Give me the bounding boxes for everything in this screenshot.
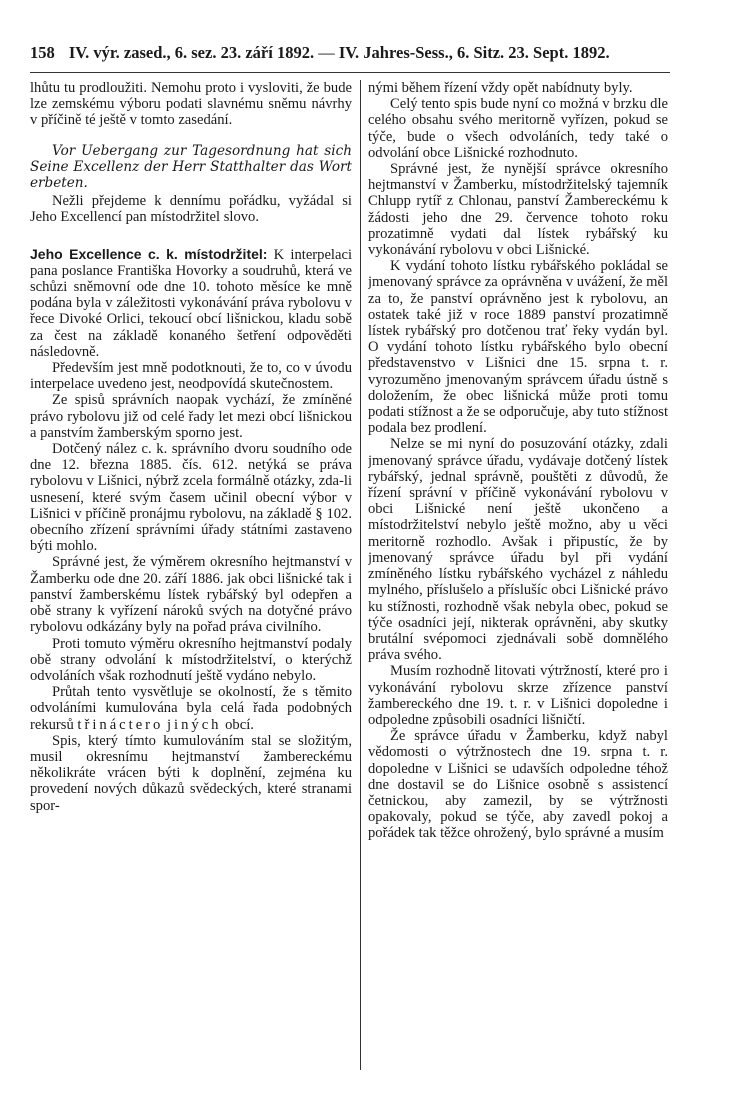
paragraph: Správné jest, že výměrem okresního hejtmanství v Žamberku ode dne 20. září 1886. jak obci lišnické tak i panství žamberskému lístek rybářský byl odepřen a obě strany k vyřízení nároků svých na dotyčné právo rybolovu odkázány byly na pořad práva civilního. xyxy=(30,554,352,636)
german-fraktur-paragraph: Vor Uebergang zur Tagesordnung hat sich Seine Excellenz der Herr Statthalter das Wort erbeten. xyxy=(30,142,352,192)
paragraph: Spis, který tímto kumulováním stal se složitým, musil okresnímu hejtmanství žambereckému několikráte vrácen býti k doplnění, zejména ku provedení nových důkazů svědeckých, které stranami spor- xyxy=(30,732,352,814)
header-rule xyxy=(30,72,670,73)
header-czech-title: IV. výr. zased., 6. sez. 23. září 1892. xyxy=(68,43,315,62)
paragraph: Proti tomuto výměru okresního hejtmanství podaly obě strany odvolání k místodržitelství, o kterýchž odvoláních však rozhodnutí ještě vydáno nebylo. xyxy=(30,635,352,684)
paragraph: Správné jest, že nynější správce okresního hejtmanství v Žamberku, místodržitelský tajemník Chlupp rytíř z Chlonau, panství Žambereckému k žádosti jeho dne 29. července tohoto roku prozatimně vydati dal lístek rybářský ku vykonávání rybolovu v obci Lišnické. xyxy=(368,161,668,259)
speaker-name: Jeho Excellence c. k. místodržitel: xyxy=(30,245,268,262)
header-separator: — xyxy=(314,43,335,62)
paragraph: Dotčený nález c. k. správního dvoru soudního ode dne 12. března 1885. čís. 612. netýká se práva rybolovu v Lišnici, nýbrž zcela formálně otázky, zda-li usnesení, které svým časem učinil obecní výbor v Lišnici v příčině pronájmu rybolovu, na základě § 102. obecního zřízení správními úřady státními zastaveno býti mohlo. xyxy=(30,441,352,555)
paragraph: Ze spisů správních naopak vychází, že zmíněné právo rybolovu již od celé řady let mezi obcí lišnickou a panstvím žamberským sporno jest. xyxy=(30,392,352,441)
paragraph: Že správce úřadu v Žamberku, když nabyl vědomosti o výtržnostech dne 19. srpna t. r. dopoledne v Lišnici se udavších odpoledne téhož dne dostavil se do Lišnice osobně s assistencí četnickou, aby zamezil, by se výtržnosti opakovaly, pokud se týče, aby zavedl pokoj a pořádek tak těžce ohrožený, bylo správné a musím xyxy=(368,728,668,842)
right-column xyxy=(368,80,668,1070)
speech-text: K interpelaci pana poslance Františka Hovorky a soudruhů, která ve schůzi sněmovní ode dne 10. tohoto měsíce ke mně podána byla v záležitosti vykonávání práva rybolovu v řece Divoké Orlici, tekoucí obcí lišnickou, kladu sobě za čest na základě konaného šetření odpověděti následovně. xyxy=(30,246,352,360)
left-column xyxy=(30,80,352,1070)
page-header xyxy=(30,38,670,68)
spaced-emphasis: jiných xyxy=(167,716,222,733)
paragraph: nými během řízení vždy opět nabídnuty byly. xyxy=(368,80,633,96)
paragraph xyxy=(30,684,352,733)
paragraph: Celý tento spis bude nyní co možná v brzku dle celého obsahu svého meritorně vyřízen, pokud se týče, bude o všech odvoláních, tedy také o odvolání obce Lišnické rozhodnuto. xyxy=(368,96,668,161)
paragraph: Musím rozhodně litovati výtržností, které pro i vykonávání rybolovu skrze zřízence panství žambereckého dne 19. t. r. v Lišnici dopoledne i odpoledne způsobili osadníci lišničtí. xyxy=(368,663,668,728)
page-number: 158 xyxy=(30,43,55,62)
paragraph: Nežli přejdeme k dennímu pořádku, vyžádal si Jeho Excellencí pan místodržitel slovo. xyxy=(30,193,352,226)
paragraph: Nelze se mi nyní do posuzování otázky, zdali jmenovaný správce úřadu, vydávaje dotčený lístek rybářský, jednal správně, pouštěti z důvodů, že řízení správní v příčině vykonávání rybolovu v obci Lišnické není ještě ukončeno a místodržitelství nebylo ještě možno, aby u věci meritorně rozhodlo. Avšak i připustíc, že by jmenovaný správce úřadu byl při vydání zmíněného lístku rybářského vycházel z náhledu mylného, příslušelo a příslušíc obci Lišnické právo ku stížnosti, rozhodně však nebyla obec, pokud se týče osadníci její, nikterak oprávněni, aby skutky brutální svépomoci zjednávali sobě domnělého práva svého. xyxy=(368,436,668,664)
paragraph: K vydání tohoto lístku rybářského pokládal se jmenovaný správce za oprávněna v uvážení, že měl za to, že panství oprávněno jest k rybolovu, an ostatek také již v roce 1889 panství prozatimně lístek rybářský pro dotčenou trať řeky vydán byl. O vydání tohoto lístku rybářského bylo obecní představenstvo v Lišnici dne 15. srpna t. r. vyrozuměno jmenovaným správcem úřadu ústně s doložením, že obec lišnická může proti tomu podati stížnost a že se odporučuje, aby tuto stížnost podala bez prodlení. xyxy=(368,258,668,437)
speaker-paragraph xyxy=(30,246,352,360)
paragraph-text: obcí. xyxy=(221,716,254,733)
paragraph: lhůtu tu prodloužiti. Nemohu proto i vysloviti, že bude lze zemskému výboru podati slavnému sněmu návrhy v příčině té ještě v tomto zasedání. xyxy=(30,80,352,129)
paragraph: Především jest mně podotknouti, že to, co v úvodu interpelace uvedeno jest, neodpovídá skutečnostem. xyxy=(30,360,352,393)
spaced-emphasis: třináctero xyxy=(77,716,164,733)
column-divider xyxy=(360,80,361,1070)
paragraph-text: Průtah tento vysvětluje se okolností, že s těmito odvoláními kumulována byla celá řada podobných rekursů xyxy=(30,684,352,733)
header-german-title: IV. Jahres-Sess., 6. Sitz. 23. Sept. 1892. xyxy=(338,43,610,62)
